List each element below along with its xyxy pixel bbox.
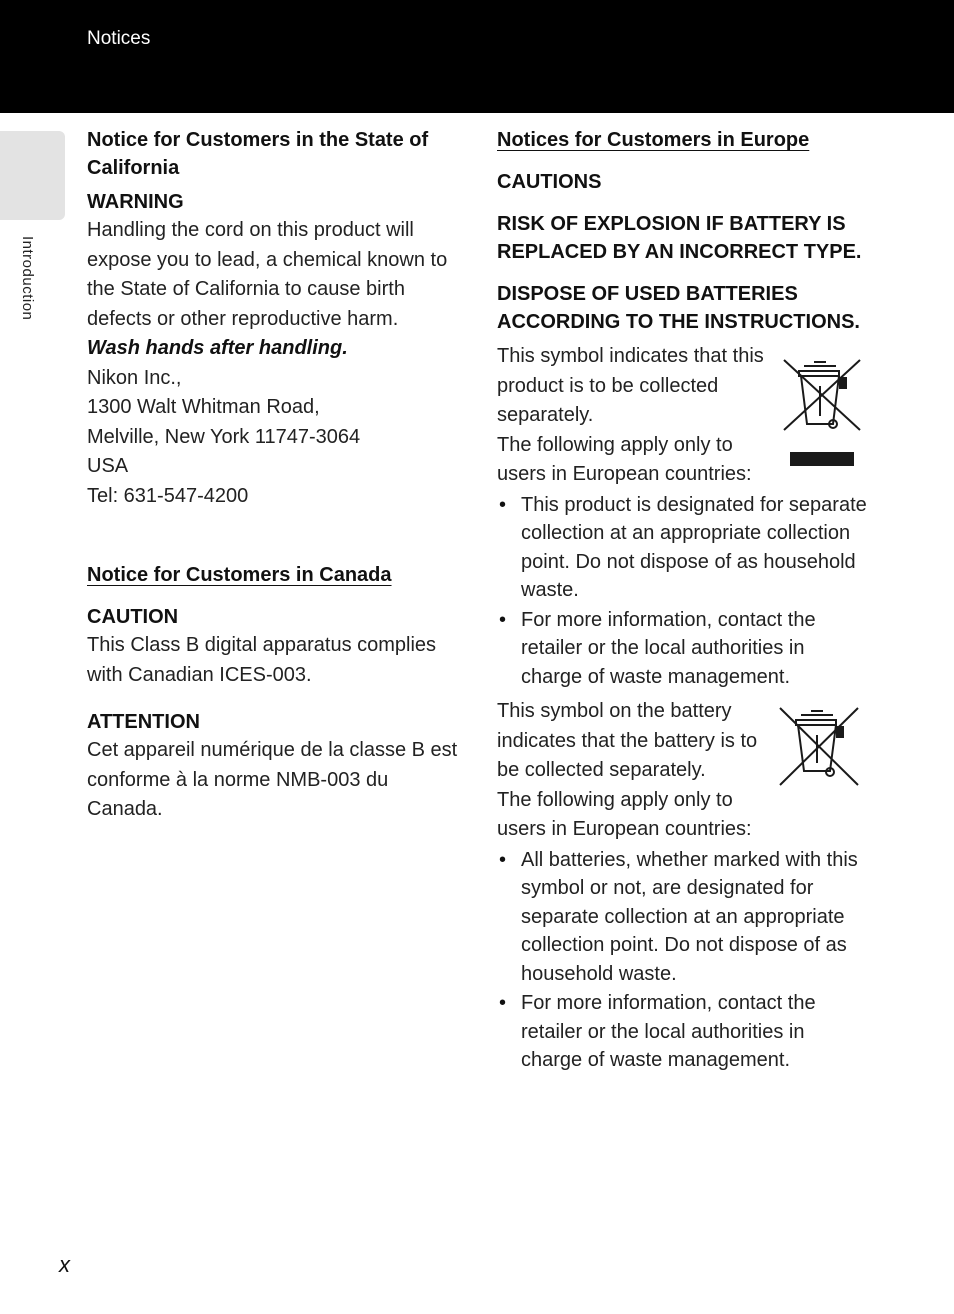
battery-symbol-intro: This symbol on the battery indicates that the battery is to be collected separately. — [497, 700, 758, 781]
list-item: • This product is designated for separate collection at an appropriate collection point. Do not dispose of as household waste. — [497, 491, 869, 605]
left-column — [87, 126, 462, 825]
header-title: Notices — [87, 28, 151, 49]
crossed-wheelie-bin-with-bar-icon — [782, 358, 866, 472]
battery-symbol-apply: The following apply only to users in European countries: — [497, 788, 752, 840]
list-item: • For more information, contact the retailer or the local authorities in charge of waste management. — [497, 606, 869, 692]
list-item: • All batteries, whether marked with this symbol or not, are designated for separate collection at an appropriate collection point. Do not dispose of as household waste. — [497, 846, 869, 989]
address-line: Melville, New York 11747-3064 — [87, 425, 361, 448]
product-bullets — [497, 491, 869, 692]
nikon-address — [87, 364, 462, 512]
crossed-wheelie-bin-icon — [777, 705, 861, 789]
product-symbol-apply: The following apply only to users in European countries: — [497, 433, 752, 485]
attention-text: Cet appareil numérique de la classe B est conforme à la norme NMB-003 du Canada. — [87, 739, 458, 820]
address-line: 1300 Walt Whitman Road, — [87, 396, 320, 418]
section-tab-label: Introduction — [19, 236, 36, 321]
wash-hands-text: Wash hands after handling. — [87, 337, 348, 359]
list-item: • For more information, contact the retailer or the local authorities in charge of waste management. — [497, 989, 869, 1075]
battery-risk-warning: RISK OF EXPLOSION IF BATTERY IS REPLACED BY AN INCORRECT TYPE. — [497, 213, 862, 263]
canada-heading: Notice for Customers in Canada — [87, 564, 392, 586]
caution-text: This Class B digital apparatus complies with Canadian ICES-003. — [87, 634, 437, 686]
product-symbol-notice — [497, 342, 869, 490]
battery-dispose-warning: DISPOSE OF USED BATTERIES ACCORDING TO THE INSTRUCTIONS. — [497, 283, 860, 333]
cautions-label: CAUTIONS — [497, 171, 602, 193]
attention-label: ATTENTION — [87, 711, 200, 733]
page-number: x — [59, 1252, 70, 1277]
warning-text: Handling the cord on this product will expose you to lead, a chemical known to the State of California to cause birth defects or other reproductive harm. — [87, 219, 448, 330]
battery-bullets — [497, 846, 869, 1075]
caution-label: CAUTION — [87, 606, 179, 628]
page-header — [0, 0, 954, 113]
warning-label: WARNING — [87, 191, 184, 213]
right-column — [497, 126, 869, 1075]
address-phone: Tel: 631-547-4200 — [87, 484, 249, 507]
europe-heading: Notices for Customers in Europe — [497, 129, 810, 151]
product-symbol-intro: This symbol indicates that this product is to be collected separately. — [497, 345, 764, 426]
address-line: Nikon Inc., — [87, 366, 182, 389]
address-line: USA — [87, 455, 129, 477]
section-tab — [0, 131, 65, 220]
california-heading: Notice for Customers in the State of California — [87, 129, 429, 179]
battery-symbol-notice — [497, 697, 869, 845]
